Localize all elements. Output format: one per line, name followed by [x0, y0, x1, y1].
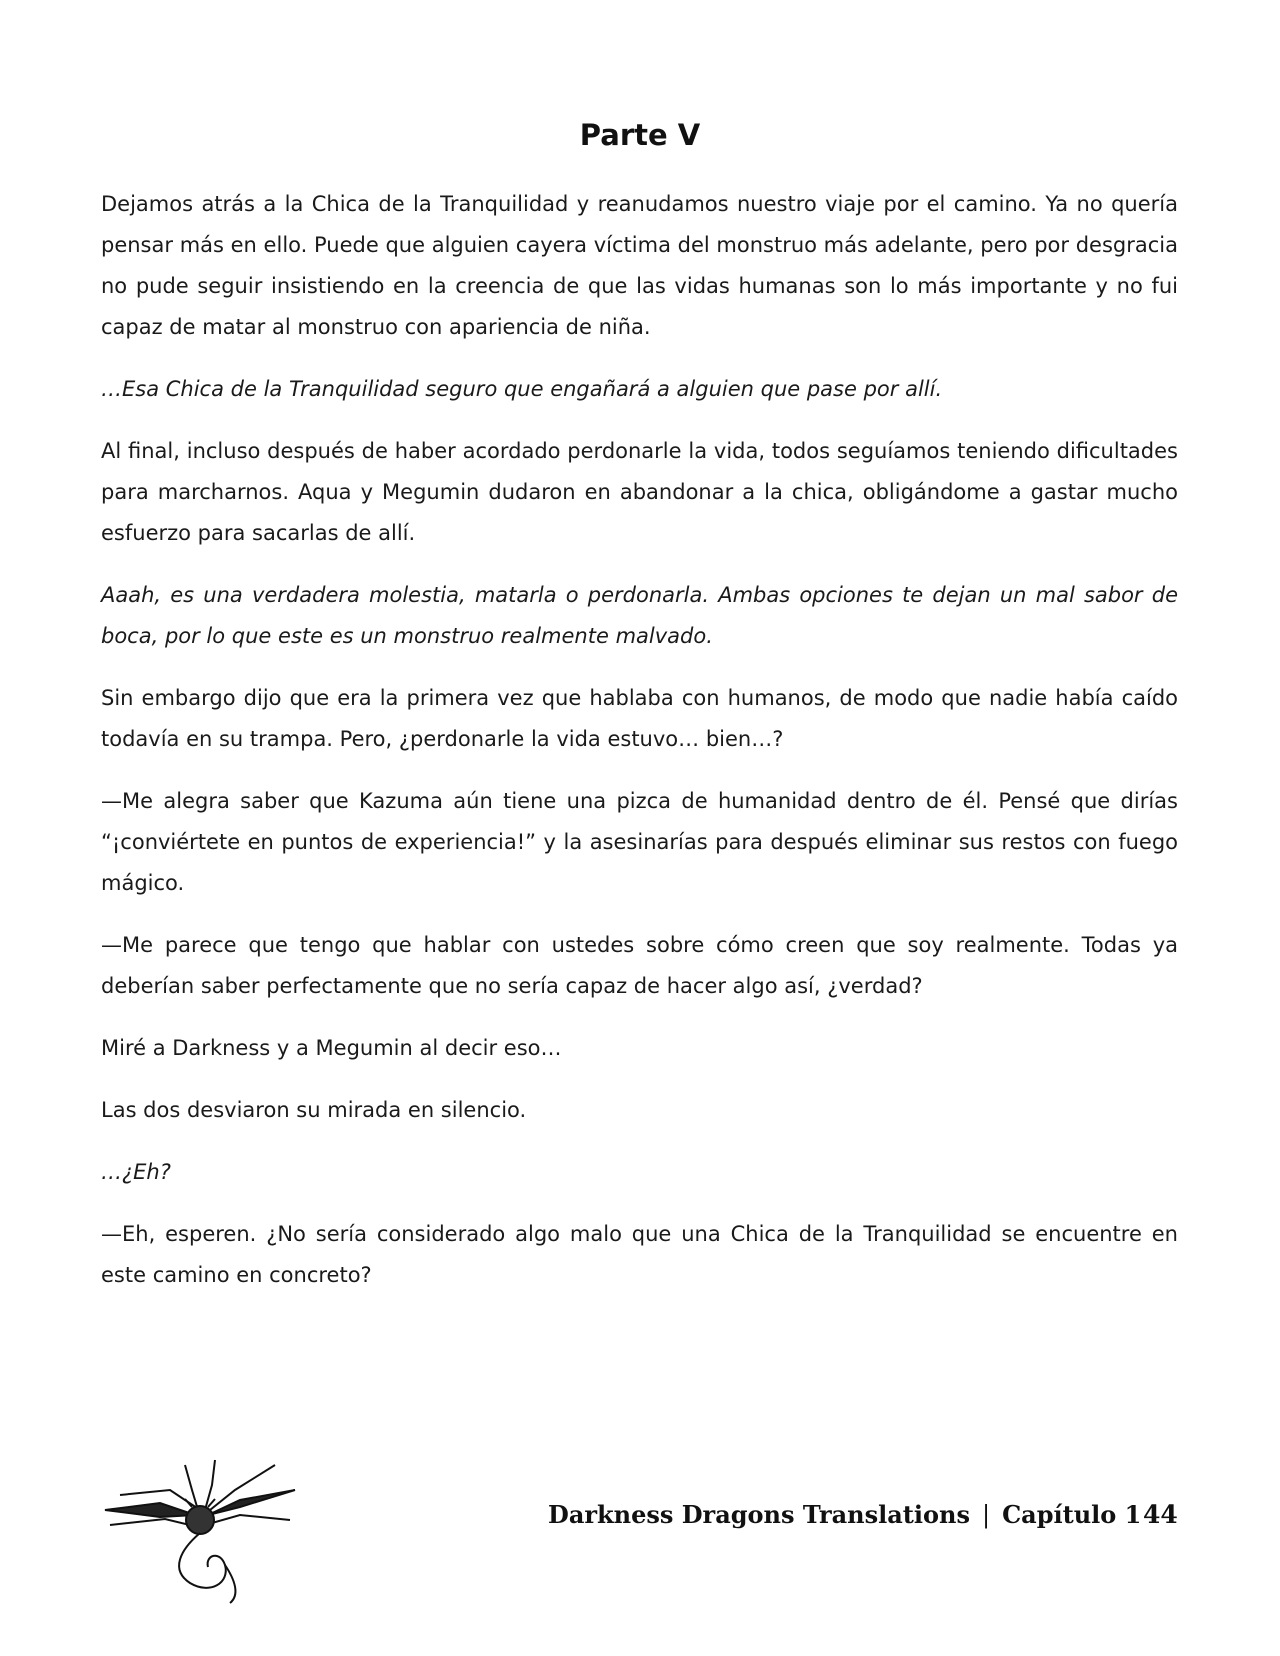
paragraph-italic: Aaah, es una verdadera molestia, matarla o perdonarla. Ambas opciones te dejan un mal sabor de boca, por lo que este es un monstruo realmente malvado. — [101, 583, 1178, 648]
paragraph: Al final, incluso después de haber acordado perdonarle la vida, todos seguíamos teniendo dificultades para marcharnos. Aqua y Megumin dudaron en abandonar a la chica, obligándome a gastar mucho esfuerzo para sacarlas de allí. — [101, 439, 1178, 545]
section-heading: Parte V — [579, 118, 701, 152]
paragraph: Las dos desviaron su mirada en silencio. — [101, 1098, 527, 1122]
body-text — [101, 184, 1178, 1317]
paragraph: —Me parece que tengo que hablar con ustedes sobre cómo creen que soy realmente. Todas ya deberían saber perfectamente que no sería capaz de hacer algo así, ¿verdad? — [101, 933, 1178, 998]
paragraph-italic: …¿Eh? — [101, 1160, 171, 1184]
paragraph: Dejamos atrás a la Chica de la Tranquilidad y reanudamos nuestro viaje por el camino. Ya no quería pensar más en ello. Puede que alguien cayera víctima del monstruo más adelante, pero por desgracia no pude seguir insistiendo en la creencia de que las vidas humanas son lo más importante y no fui capaz de matar al monstruo con apariencia de niña. — [101, 192, 1178, 339]
page-footer — [0, 1455, 1280, 1625]
paragraph: Sin embargo dijo que era la primera vez que hablaba con humanos, de modo que nadie había caído todavía en su trampa. Pero, ¿perdonarle la vida estuvo… bien…? — [101, 686, 1178, 751]
dragon-logo-icon — [100, 1455, 300, 1605]
chapter-label: Capítulo 1 — [1002, 1500, 1142, 1529]
footer-separator: | — [981, 1501, 991, 1529]
page-number: 44 — [1143, 1500, 1178, 1529]
paragraph: —Eh, esperen. ¿No sería considerado algo malo que una Chica de la Tranquilidad se encuentre en este camino en concreto? — [101, 1222, 1178, 1287]
paragraph-italic: …Esa Chica de la Tranquilidad seguro que engañará a alguien que pase por allí. — [101, 377, 943, 401]
paragraph: Miré a Darkness y a Megumin al decir eso… — [101, 1036, 562, 1060]
paragraph: —Me alegra saber que Kazuma aún tiene una pizca de humanidad dentro de él. Pensé que dirías “¡conviértete en puntos de experiencia!” y la asesinarías para después eliminar sus restos con fuego mágico. — [101, 789, 1178, 895]
footer-credit — [548, 1500, 1141, 1529]
group-name: Darkness Dragons Translations — [548, 1500, 970, 1529]
